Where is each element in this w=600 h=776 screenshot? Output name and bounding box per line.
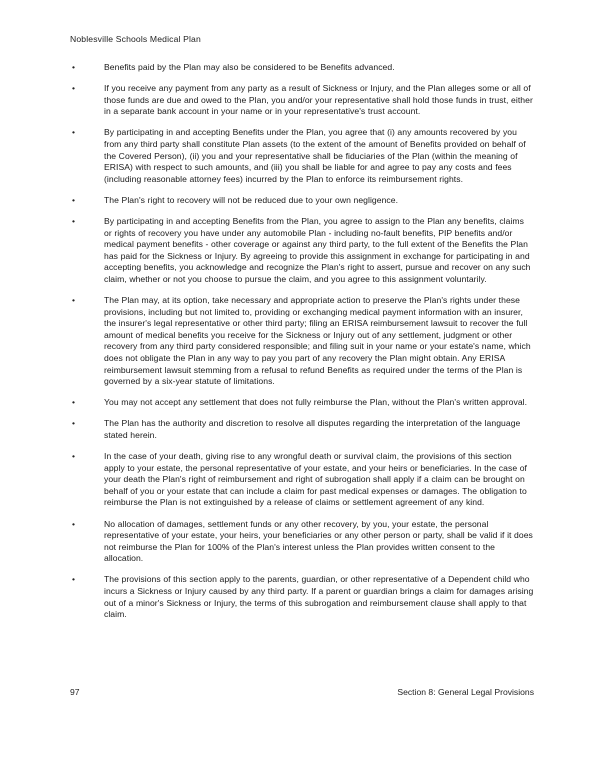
page-footer	[70, 687, 534, 697]
list-item-text: If you receive any payment from any party as a result of Sickness or Injury, and the Plan alleges some or all of those funds are due and owed to the Plan, you and/or your representative shall hold those funds in trust, either in a separate bank account in your name or in your representative's trust account.	[104, 83, 533, 117]
bullet-icon: •	[72, 574, 75, 585]
list-item	[70, 295, 534, 388]
list-item	[70, 216, 534, 286]
list-item	[70, 519, 534, 565]
bullet-icon: •	[72, 83, 75, 94]
running-header: Noblesville Schools Medical Plan	[70, 34, 201, 44]
list-item	[70, 418, 534, 441]
bullet-icon: •	[72, 418, 75, 429]
list-item-text: In the case of your death, giving rise to any wrongful death or survival claim, the provisions of this section apply to your estate, the personal representative of your estate, and your heirs or beneficiaries. In the case of your death the Plan's right of reimbursement and right of subrogation shall apply if a claim can be brought on behalf of you or your estate that can include a claim for past medical expenses or damages. The obligation to reimburse the Plan is not extinguished by a release of claims or settlement agreement of any kind.	[104, 451, 527, 508]
list-item	[70, 397, 534, 409]
list-item-text: By participating in and accepting Benefits under the Plan, you agree that (i) any amounts recovered by you from any third party shall constitute Plan assets (to the extent of the amount of Benefits provided on behalf of the Covered Person), (ii) you and your representative shall be fiduciaries of the Plan (within the meaning of ERISA) with respect to such amounts, and (iii) you shall be liable for and agree to pay any costs and fees (including reasonable attorney fees) incurred by the Plan to enforce its reimbursement rights.	[104, 127, 526, 184]
bullet-icon: •	[72, 215, 75, 226]
bullet-icon: •	[72, 295, 75, 305]
list-item-text: The Plan may, at its option, take necessary and appropriate action to preserve the Plan's rights under these provisions, including but not limited to, providing or exchanging medical payment information with an insurer, the insurer's legal representative or other third party; filing an ERISA reimbursement lawsuit to recover the full amount of medical benefits you receive for the Sickness or Injury out of any settlement, judgment or other recovery from any third party considered responsible; and filing suit in your name or your estate's name, which does not obligate the Plan in any way to pay you part of any recovery the Plan might obtain. Any ERISA reimbursement lawsuit stemming from a refusal to refund Benefits as required under the terms of the Plan is governed by a six-year statute of limitations.	[104, 295, 531, 387]
bullet-icon: •	[72, 397, 75, 408]
bullet-list	[70, 62, 534, 621]
page-number: 97	[70, 687, 80, 697]
list-item	[70, 195, 534, 207]
list-item	[70, 451, 534, 509]
bullet-icon: •	[72, 62, 75, 72]
list-item-text: The provisions of this section apply to the parents, guardian, or other representative of a Dependent child who incurs a Sickness or Injury caused by any third party. If a parent or guardian brings a claim for damages arising out of a minor's Sickness or Injury, the terms of this subrogation and reimbursement clause shall apply to that claim.	[104, 574, 534, 620]
list-item-text: By participating in and accepting Benefits from the Plan, you agree to assign to the Plan any benefits, claims or rights of recovery you have under any automobile Plan - including no-fault benefits, PIP benefits and/or medical payment benefits - other coverage or against any third party, to the full extent of the Benefits the Plan has paid for the Sickness or Injury. By agreeing to provide this assignment in exchange for participating in and accepting benefits, you acknowledge and recognize the Plan's right to assert, pursue and recover on any such claim, whether or not you choose to pursue the claim, and you agree to this assignment voluntarily.	[104, 215, 531, 284]
bullet-icon: •	[72, 127, 75, 138]
list-item-text: You may not accept any settlement that does not fully reimburse the Plan, without the Plan's written approval.	[104, 397, 528, 408]
list-item	[70, 574, 534, 620]
list-item-text: The Plan has the authority and discretion to resolve all disputes regarding the interpretation of the language stated herein.	[104, 418, 521, 440]
bullet-icon: •	[72, 451, 75, 462]
footer-section-label: Section 8: General Legal Provisions	[397, 687, 534, 697]
bullet-icon: •	[72, 194, 75, 205]
bullet-icon: •	[72, 518, 75, 529]
list-item-text: No allocation of damages, settlement funds or any other recovery, by you, your estate, the personal representative of your estate, your heirs, your beneficiaries or any other person or party, shall be valid if it does not reimburse the Plan for 100% of the Plan's interest unless the Plan provides written consent to the allocation.	[104, 518, 533, 564]
list-item	[70, 127, 534, 185]
list-item-text: Benefits paid by the Plan may also be considered to be Benefits advanced.	[104, 62, 395, 72]
list-item	[70, 83, 534, 118]
list-item-text: The Plan's right to recovery will not be reduced due to your own negligence.	[104, 194, 399, 205]
list-item	[70, 62, 534, 74]
